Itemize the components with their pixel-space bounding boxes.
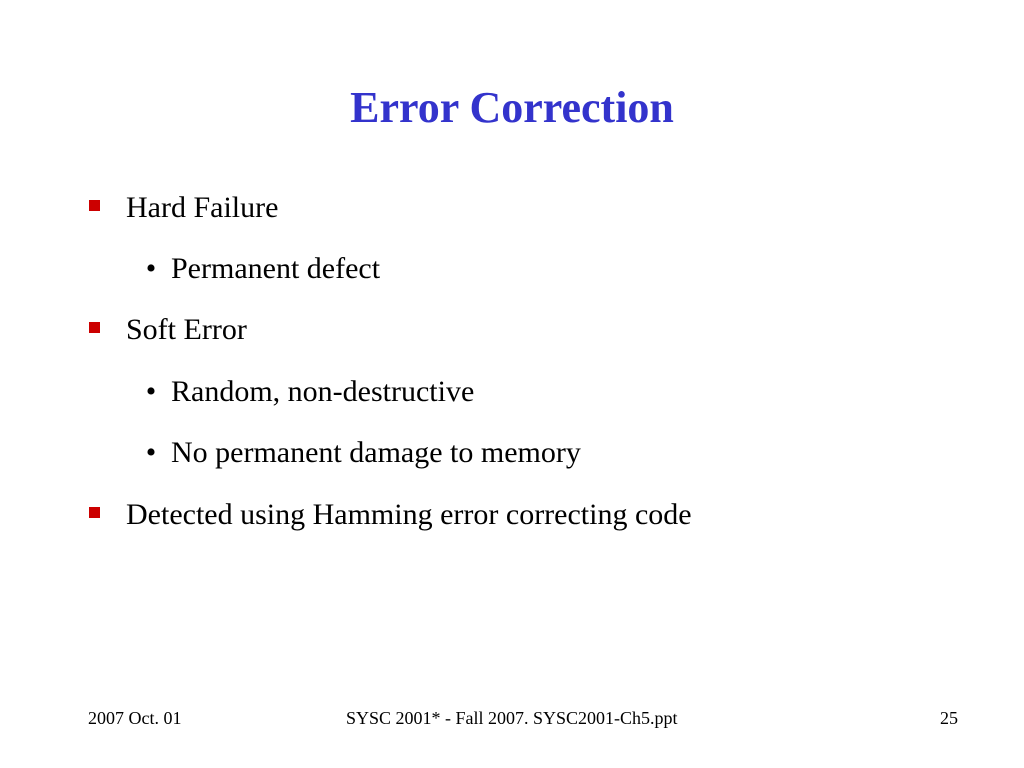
bullet-item-hard-failure: Hard Failure	[126, 191, 279, 224]
square-bullet-icon	[89, 322, 100, 333]
footer-date: 2007 Oct. 01	[88, 708, 182, 728]
footer-page-number: 25	[940, 708, 958, 728]
square-bullet-icon	[89, 200, 100, 211]
dot-bullet-icon: •	[145, 252, 157, 285]
sub-bullet-item-permanent-defect: Permanent defect	[171, 252, 381, 285]
slide-title: Error Correction	[350, 83, 674, 132]
sub-bullet-item-random: Random, non-destructive	[171, 375, 475, 408]
sub-bullet-item-no-permanent-damage: No permanent damage to memory	[171, 436, 581, 469]
bullet-item-detected-hamming: Detected using Hamming error correcting code	[126, 498, 692, 531]
bullet-item-soft-error: Soft Error	[126, 313, 247, 346]
dot-bullet-icon: •	[145, 375, 157, 408]
square-bullet-icon	[89, 507, 100, 518]
dot-bullet-icon: •	[145, 436, 157, 469]
footer-course: SYSC 2001* - Fall 2007. SYSC2001-Ch5.ppt	[346, 708, 678, 728]
